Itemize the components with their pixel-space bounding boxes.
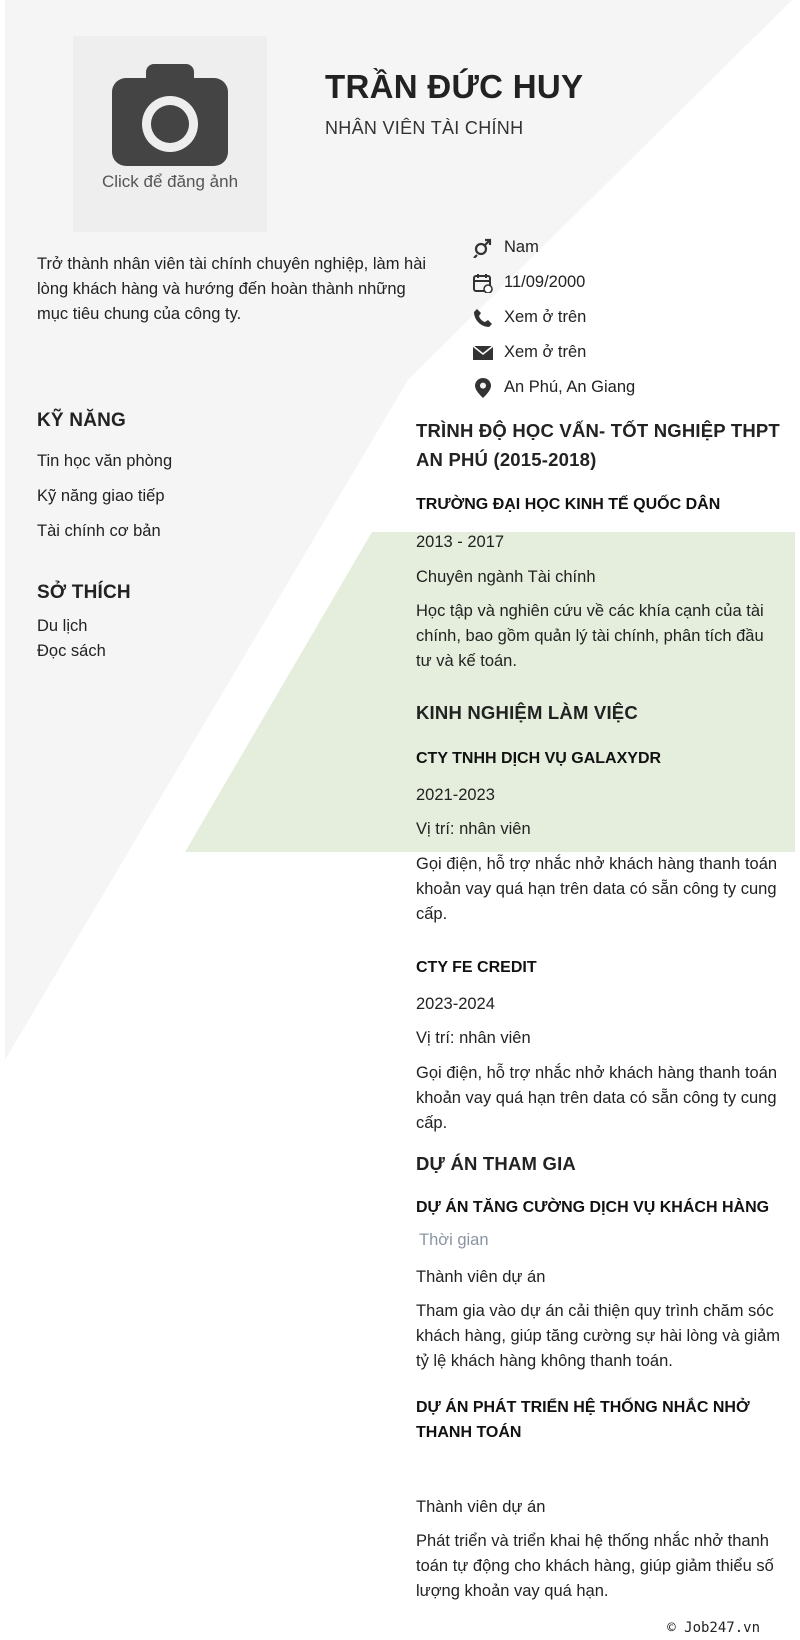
contact-birthday bbox=[472, 265, 635, 300]
hobbies-heading: SỞ THÍCH bbox=[37, 582, 131, 603]
email-value: Xem ở trên bbox=[504, 343, 587, 361]
job-period: 2023-2024 bbox=[416, 995, 495, 1013]
job-description: Gọi điện, hỗ trợ nhắc nhở khách hàng thanh toán khoản vay quá hạn trên data có sẵn công ty cung cấp. bbox=[416, 1064, 778, 1132]
education-school: TRƯỜNG ĐẠI HỌC KINH TẾ QUỐC DÂN bbox=[416, 496, 721, 513]
project-time: Thời gian bbox=[419, 1231, 489, 1249]
phone-icon bbox=[472, 307, 494, 329]
calendar-icon bbox=[472, 272, 494, 294]
gender-icon bbox=[472, 237, 494, 259]
job-position: Vị trí: nhân viên bbox=[416, 820, 531, 838]
projects-heading: DỰ ÁN THAM GIA bbox=[416, 1153, 576, 1174]
experience-heading: KINH NGHIỆM LÀM VIỆC bbox=[416, 702, 638, 723]
skills-heading: KỸ NĂNG bbox=[37, 410, 127, 431]
education-major: Chuyên ngành Tài chính bbox=[416, 568, 596, 586]
birthday-value: 11/09/2000 bbox=[504, 273, 586, 291]
contact-info bbox=[472, 230, 635, 405]
project-name: DỰ ÁN PHÁT TRIỂN HỆ THỐNG NHẮC NHỞ THANH TOÁN bbox=[416, 1399, 750, 1441]
photo-upload-label: Click để đăng ảnh bbox=[101, 172, 239, 191]
contact-phone bbox=[472, 300, 635, 335]
job-period: 2021-2023 bbox=[416, 786, 495, 804]
skill-item: Tài chính cơ bản bbox=[37, 522, 161, 540]
contact-address bbox=[472, 370, 635, 405]
gender-value: Nam bbox=[504, 238, 539, 256]
candidate-name: TRẦN ĐỨC HUY bbox=[325, 68, 584, 105]
career-objective: Trở thành nhân viên tài chính chuyên nghiệp, làm hài lòng khách hàng và hướng đến hoàn thành những mục tiêu chung của công ty. bbox=[37, 255, 427, 323]
project-role: Thành viên dự án bbox=[416, 1268, 546, 1286]
hobby-item: Đọc sách bbox=[37, 642, 106, 660]
envelope-icon bbox=[472, 342, 494, 364]
education-heading: TRÌNH ĐỘ HỌC VẤN- TỐT NGHIỆP THPT AN PHÚ (2015-2018) bbox=[416, 420, 780, 470]
project-name: DỰ ÁN TĂNG CƯỜNG DỊCH VỤ KHÁCH HÀNG bbox=[416, 1199, 770, 1216]
project-description: Phát triển và triển khai hệ thống nhắc nhở thanh toán tự động cho khách hàng, giúp giảm thiểu số lượng khoản vay quá hạn. bbox=[416, 1532, 774, 1600]
education-period: 2013 - 2017 bbox=[416, 533, 505, 551]
camera-icon bbox=[112, 64, 228, 166]
footer-credit: © Job247.vn bbox=[667, 1620, 760, 1636]
skill-item: Tin học văn phòng bbox=[37, 452, 173, 470]
job-company: CTY TNHH DỊCH VỤ GALAXYDR bbox=[416, 750, 662, 767]
job-company: CTY FE CREDIT bbox=[416, 959, 537, 976]
job-description: Gọi điện, hỗ trợ nhắc nhở khách hàng thanh toán khoản vay quá hạn trên data có sẵn công ty cung cấp. bbox=[416, 855, 778, 923]
hobby-item: Du lịch bbox=[37, 617, 88, 635]
education-description: Học tập và nghiên cứu về các khía cạnh của tài chính, bao gồm quản lý tài chính, phân tích đầu tư và kế toán. bbox=[416, 602, 764, 670]
contact-gender bbox=[472, 230, 635, 265]
phone-value: Xem ở trên bbox=[504, 308, 587, 326]
address-value: An Phú, An Giang bbox=[504, 378, 636, 396]
photo-placeholder[interactable] bbox=[73, 36, 267, 232]
skill-item: Kỹ năng giao tiếp bbox=[37, 487, 165, 505]
job-position: Vị trí: nhân viên bbox=[416, 1029, 531, 1047]
location-pin-icon bbox=[472, 377, 494, 399]
job-title: NHÂN VIÊN TÀI CHÍNH bbox=[325, 118, 524, 138]
project-role: Thành viên dự án bbox=[416, 1498, 546, 1516]
project-description: Tham gia vào dự án cải thiện quy trình chăm sóc khách hàng, giúp tăng cường sự hài lòng và giảm tỷ lệ khách hàng không thanh toán. bbox=[416, 1302, 781, 1370]
contact-email bbox=[472, 335, 635, 370]
